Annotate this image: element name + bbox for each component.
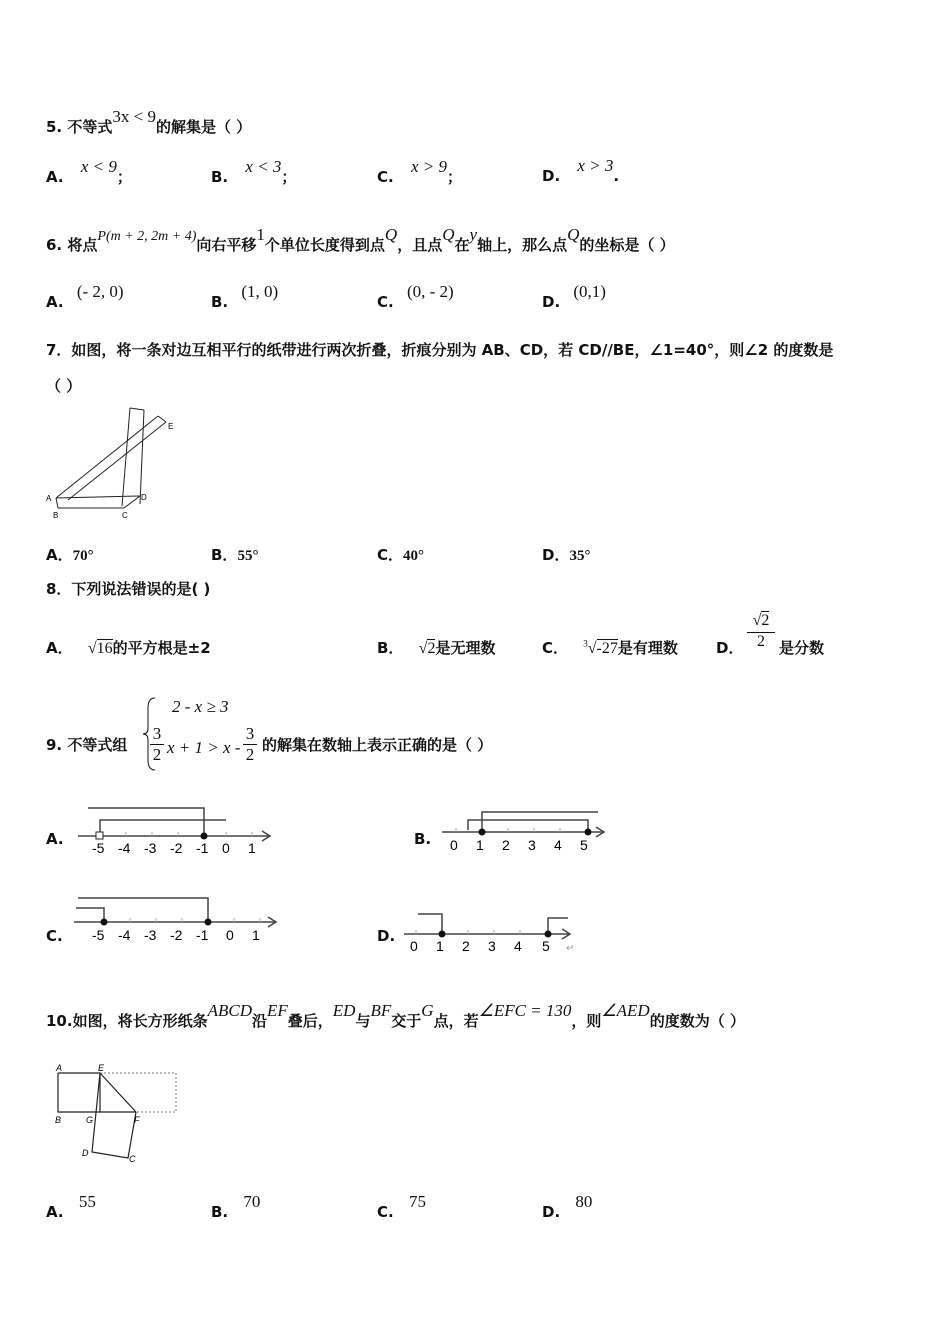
q5-text-pre: 不等式	[67, 118, 113, 136]
q9b-tick: 2	[502, 837, 510, 853]
q10-fold-ef	[100, 1073, 136, 1112]
q9d-bracket-left	[418, 914, 442, 932]
q9d-tick: 4	[514, 938, 522, 954]
q7-base-right	[124, 496, 140, 508]
q5-option-d[interactable]: D. x > 3.	[542, 156, 620, 185]
q5-text-post: 的解集是（ ）	[155, 118, 252, 136]
q10-folded-part	[92, 1073, 136, 1158]
q5-option-b[interactable]: B. x < 3；	[211, 157, 297, 186]
q9-option-a-numberline[interactable]	[76, 800, 276, 860]
q10-original-dashed	[100, 1073, 176, 1112]
q9d-bracket-right	[548, 918, 568, 932]
q9a-tick: 0	[222, 840, 230, 856]
q9-fraction-1: 3 2	[150, 724, 164, 765]
q9c-solid-point-m1	[205, 919, 212, 926]
q5-option-c[interactable]: C. x > 9；	[377, 157, 462, 186]
q9c-bracket-upper	[78, 898, 208, 920]
q5-number: 5.	[46, 118, 63, 136]
q9a-open-point	[96, 832, 103, 839]
q6-option-b[interactable]: B. (1, 0)	[211, 282, 279, 311]
q7-stem-line2: （ ）	[46, 377, 82, 395]
q9-option-d-label[interactable]: D.	[377, 927, 396, 945]
q9b-tick: 3	[528, 837, 536, 853]
q9-stem-post: 的解集在数轴上表示正确的是（ ）	[262, 736, 493, 754]
q9a-tick: -3	[144, 840, 157, 856]
q9a-bracket-lower	[100, 820, 226, 836]
q7-figure	[44, 404, 184, 526]
q8-d-fraction: √2 2	[747, 612, 775, 651]
q10-label-b: B	[55, 1115, 62, 1125]
q7-option-b[interactable]: B．55°	[211, 546, 259, 564]
sqrt-sign-icon: √16	[87, 640, 113, 657]
q8-option-d[interactable]: D．	[716, 639, 744, 657]
q9-option-c-label[interactable]: C.	[46, 927, 63, 945]
q9b-solid-point-5	[585, 829, 592, 836]
q7-strip-left-edge	[122, 408, 130, 506]
q10-option-b[interactable]: B. 70	[211, 1192, 261, 1221]
q10-label-c: C	[129, 1154, 136, 1164]
q9-option-b-numberline[interactable]	[440, 800, 620, 860]
return-arrow-icon: ↵	[566, 943, 575, 954]
q9a-tick: -2	[170, 840, 183, 856]
q9d-tick: 0	[410, 938, 418, 954]
q9-option-d-numberline[interactable]	[402, 904, 592, 956]
q8-d-tail: 是分数	[779, 639, 825, 657]
q9-option-b-label[interactable]: B.	[414, 830, 432, 848]
q9c-solid-point-m5	[101, 919, 108, 926]
q10-option-d[interactable]: D. 80	[542, 1192, 593, 1221]
q8-stem: 8．下列说法错误的是( )	[46, 580, 211, 598]
q5-stem	[46, 107, 252, 137]
q9c-tick: 1	[252, 927, 260, 943]
q9-fraction-2: 3 2	[243, 724, 257, 765]
sqrt-sign-icon: √2	[418, 640, 436, 657]
q9b-tick: 0	[450, 837, 458, 853]
q9d-tick: 1	[436, 938, 444, 954]
q9c-tick: 0	[226, 927, 234, 943]
q7-option-a[interactable]: A．70°	[46, 546, 94, 564]
q10-label-e: E	[98, 1063, 105, 1073]
q7-base-top	[56, 496, 140, 498]
q6-stem: 6. 将点P(m + 2, 2m + 4)向右平移1个单位长度得到点Q，且点Q在y轴上，那么点Q的坐标是（ ）	[46, 225, 675, 254]
q7-strip-top-edge	[130, 408, 144, 410]
q9d-solid-point-1	[439, 931, 446, 938]
q10-label-g: G	[86, 1115, 94, 1125]
q9b-tick: 1	[476, 837, 484, 853]
q7-option-c[interactable]: C．40°	[377, 546, 425, 564]
q7-base-left	[56, 498, 58, 508]
q9a-tick: -5	[92, 840, 105, 856]
q9d-tick: 2	[462, 938, 470, 954]
q9c-tick: -4	[118, 927, 131, 943]
q7-label-b: B	[53, 511, 59, 520]
q7-stem-line1: 7．如图，将一条对边互相平行的纸带进行两次折叠，折痕分别为 AB、CD，若 CD//BE，∠1=40°，则∠2 的度数是	[46, 341, 834, 359]
q6-number: 6.	[46, 236, 63, 254]
q5-expression: 3x < 9	[112, 107, 156, 126]
q7-option-d[interactable]: D．35°	[542, 546, 591, 564]
q9b-bracket-upper	[482, 812, 598, 830]
q9b-bracket-lower	[468, 820, 588, 830]
q9b-tick: 5	[580, 837, 588, 853]
q9c-tick: -2	[170, 927, 183, 943]
q9a-solid-point	[201, 833, 208, 840]
q5-option-a[interactable]: A. x < 9；	[46, 157, 132, 186]
q10-option-c[interactable]: C. 75	[377, 1192, 426, 1221]
q9a-tick: -1	[196, 840, 209, 856]
q9-inequality-2: x + 1 > x -	[167, 738, 241, 757]
q7-strip-right-edge	[140, 410, 144, 504]
q10-label-f: F	[134, 1115, 140, 1125]
q9a-tick: 1	[248, 840, 256, 856]
q10-label-d: D	[82, 1148, 89, 1158]
q8-option-b[interactable]: B． √2是无理数	[377, 639, 496, 657]
q9-inequality-1: 2 - x ≥ 3	[172, 697, 229, 716]
q7-label-a: A	[46, 494, 52, 503]
q6-point-p: P(m + 2, 2m + 4)	[97, 229, 197, 244]
q9d-tick: 5	[542, 938, 550, 954]
q9d-tick: 3	[488, 938, 496, 954]
q10-stem: 10.如图，将长方形纸条ABCD沿EF叠后，ED与BF交于G点，若∠EFC = 130，则∠AED的度数为（ ）	[46, 1001, 745, 1030]
q6-option-a[interactable]: A. (- 2, 0)	[46, 282, 124, 311]
cube-root-sign-icon: $^3$√-27	[583, 638, 618, 657]
q7-diag-upper-edge	[56, 416, 158, 498]
q9d-solid-point-5	[545, 931, 552, 938]
q10-figure	[48, 1060, 188, 1168]
q7-label-e: E	[168, 422, 174, 431]
q9c-tick: -5	[92, 927, 105, 943]
q8-option-a[interactable]: A． √16的平方根是±2	[46, 639, 211, 657]
q6-option-d[interactable]: D. (0,1)	[542, 282, 606, 311]
q9c-tick: -1	[196, 927, 209, 943]
q9-option-c-numberline[interactable]	[72, 890, 282, 950]
q9b-tick: 4	[554, 837, 562, 853]
q9-option-a-label[interactable]: A.	[46, 830, 64, 848]
q6-option-c[interactable]: C. (0, - 2)	[377, 282, 454, 311]
q10-rect-left	[58, 1073, 100, 1112]
q8-option-c[interactable]: C． $^3$√-27是有理数	[542, 638, 678, 657]
q9c-bracket-lower	[76, 908, 104, 920]
q9c-tick: -3	[144, 927, 157, 943]
q7-label-c: C	[122, 511, 128, 520]
q7-label-d: D	[141, 493, 147, 502]
q9a-bracket-upper	[88, 808, 204, 836]
q7-diag-end	[158, 416, 166, 422]
q10-option-a[interactable]: A. 55	[46, 1192, 96, 1221]
q10-label-a: A	[56, 1063, 63, 1073]
q9b-solid-point-1	[479, 829, 486, 836]
q7-diag-lower-edge	[68, 422, 166, 500]
q9-label: 9. 不等式组	[46, 736, 128, 754]
q9a-tick: -4	[118, 840, 131, 856]
